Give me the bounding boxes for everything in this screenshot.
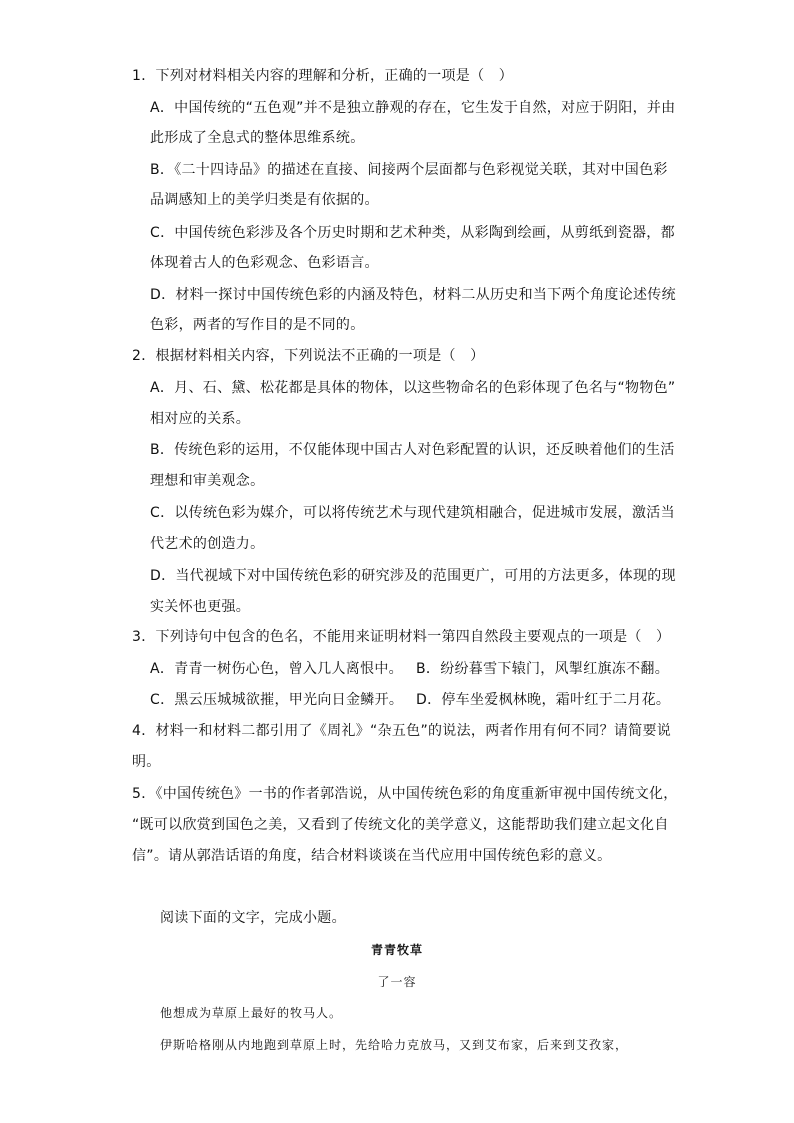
question-2-option-a-line1: A．月、石、黛、松花都是具体的物体，以这些物命名的色彩体现了色名与“物物色” (150, 380, 676, 396)
passage-paragraph-2: 伊斯哈格刚从内地跑到草原上时，先给哈力克放马，又到艾布家，后来到艾孜家， (160, 1038, 629, 1052)
question-2-option-b-line1: B．传统色彩的运用，不仅能体现中国古人对色彩配置的认识，还反映着他们的生活 (150, 442, 675, 458)
reading-instruction: 阅读下面的文字，完成小题。 (160, 910, 346, 926)
question-2-option-c-line1: C．以传统色彩为媒介，可以将传统艺术与现代建筑相融合，促进城市发展，激活当 (150, 505, 675, 521)
question-5-line1: 5．《中国传统色》一书的作者郭浩说，从中国传统色彩的角度重新审视中国传统文化， (132, 786, 678, 802)
question-2-option-c-line2: 代艺术的创造力。 (150, 536, 265, 552)
question-2-option-d-line2: 实关怀也更强。 (150, 599, 251, 615)
question-4-line2: 明。 (132, 754, 161, 770)
question-2-option-b-line2: 理想和审美观念。 (150, 473, 265, 489)
question-3-option-c: C．黑云压城城欲摧，甲光向日金鳞开。 (150, 692, 404, 708)
question-1-option-c-line1: C．中国传统色彩涉及各个历史时期和艺术种类，从彩陶到绘画，从剪纸到瓷器，都 (150, 225, 675, 241)
question-1-option-d-line2: 色彩，两者的写作目的是不同的。 (150, 317, 365, 333)
question-1-option-c-line2: 体现着古人的色彩观念、色彩语言。 (150, 255, 379, 271)
question-3-stem: 3．下列诗句中包含的色名，不能用来证明材料一第四自然段主要观点的一项是（ ） (132, 629, 671, 645)
question-3-option-b: B．纷纷暮雪下辕门，风掣红旗冻不翻。 (416, 661, 670, 677)
question-5-line2: “既可以欣赏到国色之美，又看到了传统文化的美学意义，这能帮助我们建立起文化自 (132, 817, 669, 833)
passage-title: 青青牧草 (370, 943, 423, 957)
question-2-stem: 2．根据材料相关内容，下列说法不正确的一项是（ ） (132, 348, 485, 364)
question-1-option-a-line2: 此形成了全息式的整体思维系统。 (150, 130, 365, 146)
passage-paragraph-1: 他想成为草原上最好的牧马人。 (160, 1006, 343, 1020)
question-1-stem: 1．下列对材料相关内容的理解和分析，正确的一项是（ ） (132, 68, 514, 84)
question-3-option-a: A．青青一树伤心色，曾入几人离恨中。 (150, 661, 403, 677)
question-1-option-d-line1: D．材料一探讨中国传统色彩的内涵及特色，材料二从历史和当下两个角度论述传统 (150, 287, 676, 303)
question-2-option-d-line1: D．当代视域下对中国传统色彩的研究涉及的范围更广，可用的方法更多，体现的现 (150, 568, 676, 584)
passage-author: 了一容 (377, 975, 417, 989)
question-1-option-b-line1: B．《二十四诗品》的描述在直接、间接两个层面都与色彩视觉关联，其对中国色彩 (150, 162, 668, 178)
question-2-option-a-line2: 相对应的关系。 (150, 411, 251, 427)
question-5-line3: 信”。请从郭浩话语的角度，结合材料谈谈在当代应用中国传统色彩的意义。 (132, 848, 612, 864)
question-1-option-a-line1: A．中国传统的“五色观”并不是独立静观的存在，它生发于自然，对应于阴阳，并由 (150, 100, 676, 116)
question-3-option-d: D．停车坐爱枫林晚，霜叶红于二月花。 (416, 692, 671, 708)
question-1-option-b-line2: 品调感知上的美学归类是有依据的。 (150, 192, 379, 208)
question-4-line1: 4．材料一和材料二都引用了《周礼》“杂五色”的说法，两者作用有何不同？请简要说 (132, 723, 672, 739)
